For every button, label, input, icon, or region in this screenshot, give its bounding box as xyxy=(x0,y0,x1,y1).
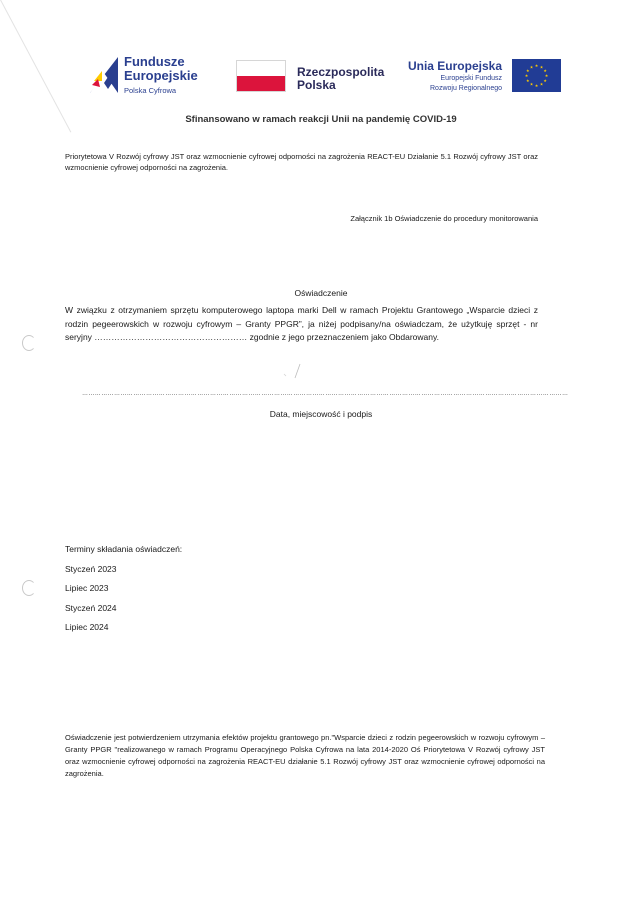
svg-text:★: ★ xyxy=(543,77,547,83)
svg-text:★: ★ xyxy=(526,67,530,73)
svg-text:★: ★ xyxy=(534,83,539,88)
svg-text:★: ★ xyxy=(534,63,539,68)
signature-line: ………………………………………………………………………………………………………………………………………………………………………………………………………… xyxy=(82,391,569,397)
fe-subtitle: Polska Cyfrowa xyxy=(124,86,177,95)
term-item: Lipiec 2024 xyxy=(65,622,109,632)
svg-text:★: ★ xyxy=(529,81,534,87)
signature-label: Data, miejscowość i podpis xyxy=(269,409,373,419)
ue-subtitle: Europejski Fundusz Rozwoju Regionalnego xyxy=(430,75,502,92)
pen-mark-icon xyxy=(278,362,308,382)
svg-text:★: ★ xyxy=(529,64,534,70)
fundusze-europejskie-logo-icon xyxy=(88,55,120,95)
punch-hole-mark xyxy=(22,580,36,596)
footer-note: Oświadczenie jest potwierdzeniem utrzymania efektów projektu grantowego pn."Wsparcie dzieci z rodzin pegeerowskich w rozwoju cyfrowym – Granty PPGR "realizowanego w ramach Programu Operacyjnego Polska Cyfrowa na lata 2014-2020 Oś Priorytetowa V Rozwój cyfrowy JST oraz wzmocnienie cyfrowej odporności na zagrożenia REACT-EU działanie 5.1 Rozwój cyfrowy JST oraz wzmocnienie cyfrowej odporności na zagrożenia. xyxy=(65,733,545,778)
declaration-body: W związku z otrzymaniem sprzętu komputerowego laptopa marki Dell w ramach Projektu Grantowego „Wsparcie dzieci z rodzin pegeerowskich w rozwoju cyfrowym – Granty PPGR”, ja niżej podpisany/na oświadczam, że użytkuję sprzęt - nr seryjny ……………………………………………… zgodnie z jego przeznaczeniem jako Obdarowany. xyxy=(65,305,538,342)
annex-label: Załącznik 1b Oświadczenie do procedury monitorowania xyxy=(350,214,538,223)
svg-text:★: ★ xyxy=(526,77,530,83)
svg-text:★: ★ xyxy=(539,64,544,70)
punch-hole-mark xyxy=(22,335,36,351)
terms-title: Terminy składania oświadczeń: xyxy=(65,544,183,554)
declaration-title: Oświadczenie xyxy=(294,288,348,298)
term-item: Styczeń 2024 xyxy=(65,603,117,613)
polish-flag-icon xyxy=(236,60,286,92)
svg-text:★: ★ xyxy=(544,72,549,78)
funding-heading: Sfinansowano w ramach reakcji Unii na pandemię COVID-19 xyxy=(185,114,457,125)
eu-flag-icon xyxy=(512,59,561,92)
term-item: Lipiec 2023 xyxy=(65,583,109,593)
svg-text:★: ★ xyxy=(539,81,544,87)
svg-text:★: ★ xyxy=(524,72,529,78)
term-item: Styczeń 2023 xyxy=(65,564,117,574)
svg-text:★: ★ xyxy=(543,67,547,73)
fe-title: Fundusze Europejskie xyxy=(124,54,198,83)
priority-text: Priorytetowa V Rozwój cyfrowy JST oraz wzmocnienie cyfrowej odporności na zagrożenia REACT-EU Działanie 5.1 Rozwój cyfrowy JST oraz wzmocnienie cyfrowej odporności na zagrożenia. xyxy=(65,152,538,172)
scan-artifact-line xyxy=(0,0,71,132)
ue-title: Unia Europejska xyxy=(407,59,502,73)
rp-title: Rzeczpospolita Polska xyxy=(297,65,385,92)
